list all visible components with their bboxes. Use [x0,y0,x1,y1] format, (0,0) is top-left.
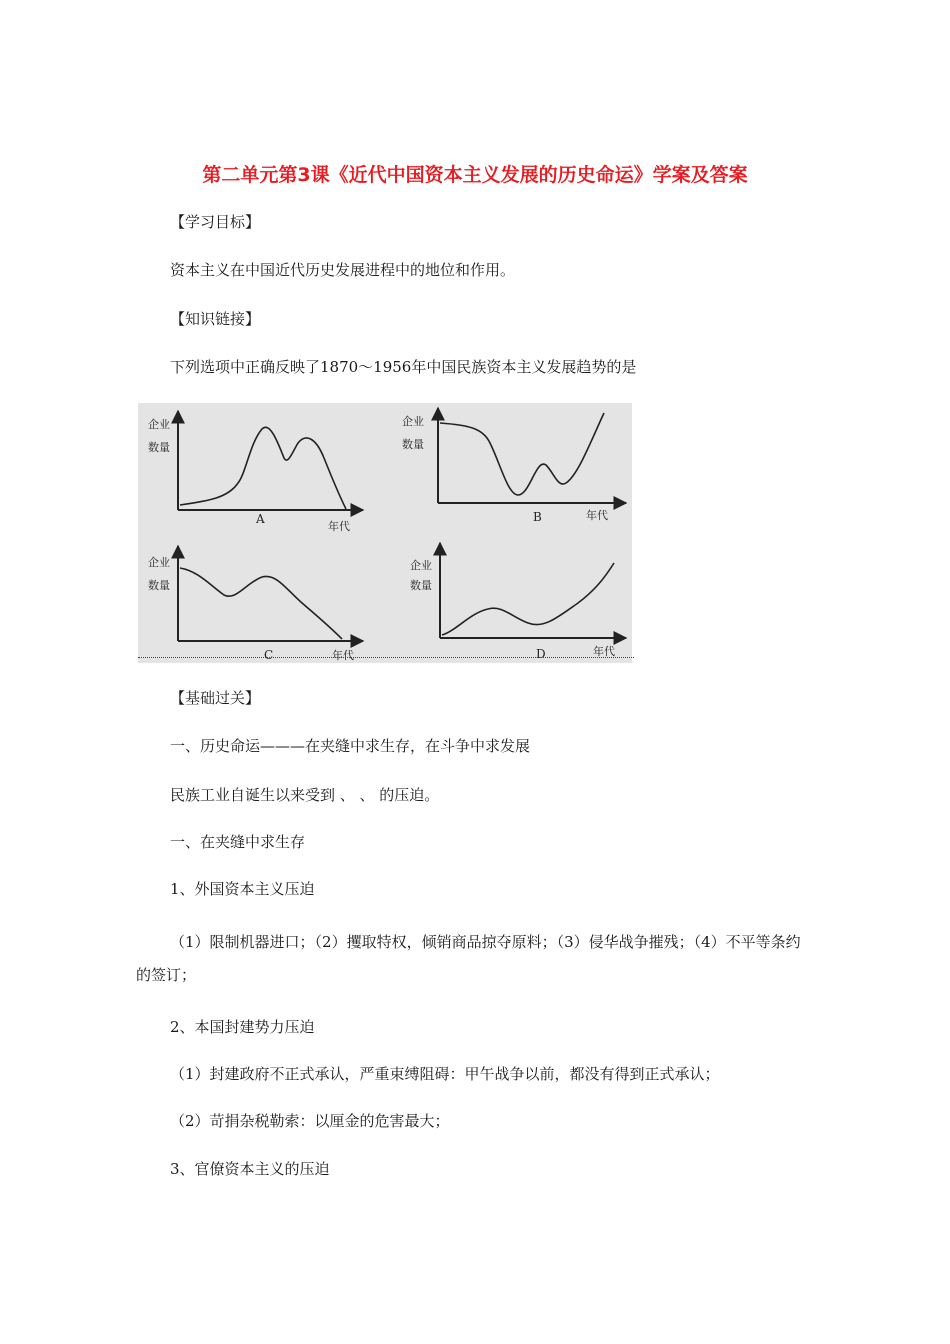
panel-c-label: C [264,648,274,662]
panel-d-ylabel-2: 数量 [410,579,432,592]
panel-b-label: B [533,510,542,524]
panel-a-ylabel-2: 数量 [148,441,170,454]
trend-charts [138,403,632,663]
basic-heading: 【基础过关】 [170,689,261,707]
section-line-7: （1）封建政府不正式承认，严重束缚阻碍：甲午战争以前，都没有得到正式承认； [170,1065,720,1083]
link-question: 下列选项中正确反映了1870～1956年中国民族资本主义发展趋势的是 [170,358,637,376]
section-line-4: 1、外国资本主义压迫 [170,880,315,898]
panel-b-ylabel-1: 企业 [402,415,424,428]
panel-a-xlabel: 年代 [328,520,350,533]
panel-a-label: A [256,512,265,526]
section-line-3: 一、在夹缝中求生存 [170,833,306,851]
panel-b-ylabel-2: 数量 [402,438,424,451]
document-title: 第二单元第3课《近代中国资本主义发展的历史命运》学案及答案 [202,164,748,186]
panel-c-xlabel: 年代 [332,649,354,662]
panel-b [402,408,626,524]
panel-a-curve [180,427,346,509]
goal-text: 资本主义在中国近代历史发展进程中的地位和作用。 [170,261,516,279]
panel-d-xlabel: 年代 [593,645,615,658]
panel-b-xlabel: 年代 [586,509,608,522]
panel-d-label: D [536,647,546,661]
panel-c-curve [180,568,342,639]
panel-d-curve [442,563,614,635]
panel-a-ylabel-1: 企业 [148,418,170,431]
panel-d-ylabel-1: 企业 [410,559,432,572]
goal-heading: 【学习目标】 [170,213,261,231]
panel-d [410,543,626,661]
figure-dotted-rule [138,657,634,658]
panel-c-ylabel-1: 企业 [148,556,170,569]
panel-c [148,546,363,662]
section-line-2: 民族工业自诞生以来受到 、 、 的压迫。 [170,786,440,804]
section-line-6: 2、本国封建势力压迫 [170,1018,315,1036]
section-line-9: 3、官僚资本主义的压迫 [170,1160,330,1178]
panel-b-curve [440,413,604,495]
section-line-8: （2）苛捐杂税勒索：以厘金的危害最大； [170,1112,450,1130]
link-heading: 【知识链接】 [170,310,261,328]
panel-a [148,411,363,533]
trend-figure [138,403,632,663]
section-line-5: （1）限制机器进口；（2）攫取特权，倾销商品掠夺原料；（3）侵华战争摧残；（4）不平等条约的签订； [136,933,801,984]
section-line-1: 一、历史命运———在夹缝中求生存，在斗争中求发展 [170,737,531,755]
panel-c-ylabel-2: 数量 [148,579,170,592]
